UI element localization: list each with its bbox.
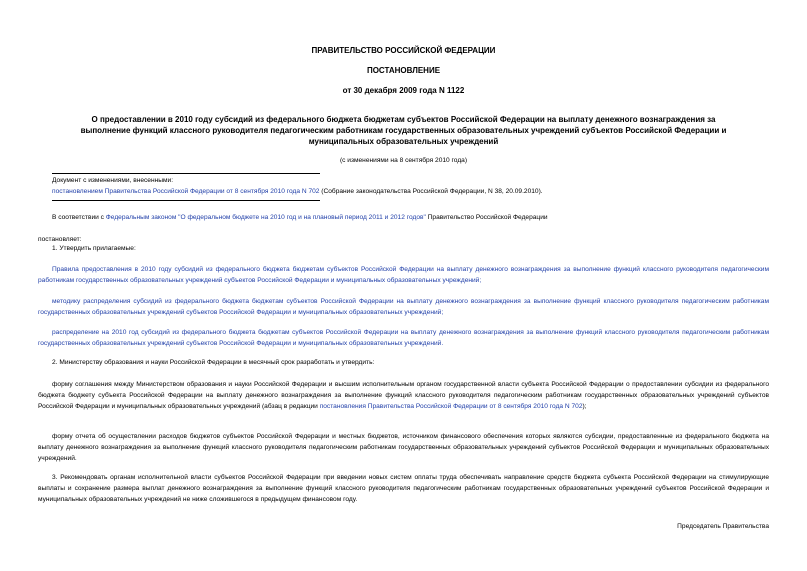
form-agreement-text: форму соглашения между Министерством образования и науки Российской Федерации и высшим исполнительным органом государственной власти субъекта Российской Федерации о предоставлении субсидии из федерального бюджета бюджету субъекта Российской Федерации на выплату денежного вознаграждения за выполнение функций классного руководителя педагогическим работникам государственных образовательных учреждений субъектов Российской Федерации и муниципальных образовательных учреждений (абзац в редакции <box>38 381 769 410</box>
changes-label: Документ с изменениями, внесенными: <box>52 177 174 184</box>
document-type: ПОСТАНОВЛЕНИЕ <box>366 66 441 75</box>
government-heading: ПРАВИТЕЛЬСТВО РОССИЙСКОЙ ФЕДЕРАЦИИ <box>311 46 496 55</box>
item-1-method-link[interactable]: методику распределения субсидий из федерального бюджета бюджетам субъектов Российской Федерации на выплату денежного вознаграждения за выполнение функций классного руководителя педагогическим работникам государственных образовательных учреждений субъектов Российской Федерации и муниципальных образовательных учреждений; <box>38 298 769 316</box>
item-2-form-agreement <box>38 379 769 412</box>
preamble-prefix: В соответствии с <box>52 214 106 221</box>
federal-law-link[interactable]: Федеральным законом "О федеральном бюджете на 2010 год и на плановый период 2011 и 2012 годов" <box>105 214 426 221</box>
changes-tail: (Собрание законодательства Российской Федерации, N 38, 20.09.2010). <box>319 188 543 195</box>
preamble <box>52 212 548 223</box>
form-agreement-tail: ); <box>582 403 587 410</box>
item-1-intro: 1. Утвердить прилагаемые: <box>52 245 136 252</box>
document-title-line-1: О предоставлении в 2010 году субсидий из федерального бюджета бюджетам субъектов Российской Федерации на выплату денежного вознаграждения за <box>91 115 716 124</box>
decrees-word: постановляет: <box>38 236 82 243</box>
item-2-intro: 2. Министерству образования и науки Российской Федерации в месячный срок разработать и утвердить: <box>52 359 375 366</box>
form-agreement-link[interactable]: постановления Правительства Российской Федерации от 8 сентября 2010 года N 702 <box>319 403 583 410</box>
item-3-text: 3. Рекомендовать органам исполнительной власти субъектов Российской Федерации при введении новых систем оплаты труда обеспечивать направление средств бюджета субъекта Российской Федерации на стимулирующие выплаты и сохранение размера выплат денежного вознаграждения за выполнение функций классного руководителя педагогическим работникам государственных образовательных учреждений субъектов Российской Федерации и муниципальных образовательных учреждений не ниже сложившегося в предыдущем финансовом году. <box>38 474 769 503</box>
document-date-number: от 30 декабря 2009 года N 1122 <box>342 86 465 95</box>
item-1-rules-link[interactable]: Правила предоставления в 2010 году субсидий из федерального бюджета бюджетам субъектов Российской Федерации на выплату денежного вознаграждения за выполнение функций классного руководителя педагогическим работникам государственных образовательных учреждений субъектов Российской Федерации и муниципальных образовательных учреждений; <box>38 266 769 284</box>
item-2-form-report: форму отчета об осуществлении расходов бюджетов субъектов Российской Федерации и местных бюджетов, источником финансового обеспечения которых являются субсидии, предоставленные из федерального бюджета на выплату денежного вознаграждения за выполнение функций классного руководителя педагогическим работникам государственных образовательных учреждений субъектов Российской Федерации и муниципальных образовательных учреждений. <box>38 433 769 462</box>
bottom-divider <box>52 200 320 201</box>
changes-line <box>52 186 543 197</box>
signature: Председатель Правительства <box>677 523 769 530</box>
document-title-line-2: выполнение функций классного руководителя педагогическим работникам государственных образовательных учреждений субъектов Российской Федерации и <box>80 126 727 135</box>
top-divider <box>52 173 320 174</box>
item-1-distribution-link[interactable]: распределение на 2010 год субсидий из федерального бюджета бюджетам субъектов Российской Федерации на выплату денежного вознаграждения за выполнение функций классного руководителя педагогическим работникам государственных образовательных учреждений субъектов Российской Федерации и муниципальных образовательных учреждений. <box>38 329 769 347</box>
changes-link[interactable]: постановлением Правительства Российской Федерации от 8 сентября 2010 года N 702 <box>52 188 320 195</box>
amendments-note: (с изменениями на 8 сентября 2010 года) <box>339 157 468 164</box>
preamble-suffix: Правительство Российской Федерации <box>425 214 548 221</box>
document-title-line-3: муниципальных образовательных учреждений <box>308 137 499 146</box>
